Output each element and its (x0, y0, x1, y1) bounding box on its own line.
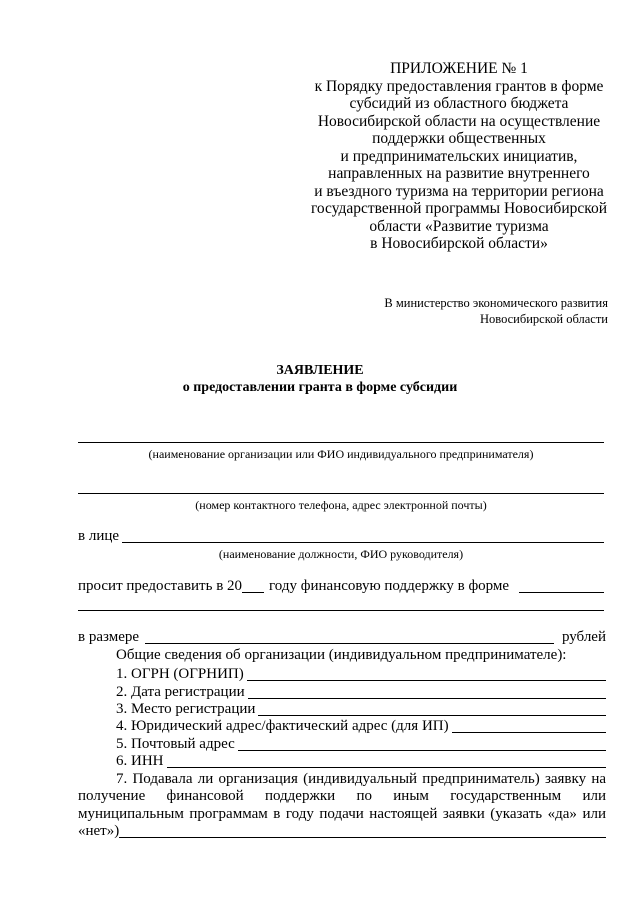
appendix-line: поддержки общественных (372, 130, 546, 147)
appendix-line: субсидий из областного бюджета (349, 95, 569, 112)
support-form-field[interactable] (519, 579, 604, 593)
appendix-line: к Порядку предоставления грантов в форме (314, 77, 604, 95)
document-title (0, 362, 640, 396)
request-text-2: году финансовую поддержку в форме (269, 578, 510, 594)
title-main: ЗАЯВЛЕНИЕ (276, 363, 364, 378)
appendix-line: и въездного туризма на территории региона (314, 182, 604, 200)
general-info-heading (116, 647, 606, 664)
amount-label: в размере (78, 629, 140, 645)
representative-row (78, 528, 604, 545)
question-7-line-3: муниципальным программам в году подачи настоящей заявки (указать «да» или (78, 806, 606, 822)
legal-address-field[interactable] (452, 719, 606, 733)
field-row-legal-address (116, 718, 606, 735)
field-row-ogrn (116, 666, 606, 683)
registration-date-field[interactable] (248, 685, 606, 699)
field-label-registration-place: 3. Место регистрации (116, 701, 256, 717)
field-label-inn: 6. ИНН (116, 753, 164, 769)
appendix-line: государственной программы Новосибирской (310, 200, 608, 217)
registration-place-field[interactable] (258, 702, 606, 716)
amount-row (78, 629, 606, 646)
support-form-continuation-line[interactable] (78, 610, 604, 611)
addressee-line-2: Новосибирской области (479, 312, 608, 326)
title-subtitle: о предоставлении гранта в форме субсидии (182, 380, 458, 395)
field-label-ogrn: 1. ОГРН (ОГРНИП) (116, 666, 244, 682)
question-7-line-2: получение финансовой поддержки по иным государственным или (78, 788, 606, 804)
appendix-block (300, 60, 618, 253)
amount-unit: рублей (561, 629, 606, 645)
appendix-title: ПРИЛОЖЕНИЕ № 1 (390, 60, 528, 77)
appendix-line: области «Развитие туризма (369, 217, 549, 235)
question-7-answer-field[interactable] (119, 824, 606, 838)
request-text-1: просит предоставить в 20 (78, 578, 243, 594)
postal-address-field[interactable] (238, 737, 606, 751)
request-row (78, 578, 604, 595)
representative-label: в лице (78, 528, 120, 544)
amount-field[interactable] (145, 630, 554, 644)
org-name-caption: (наименование организации или ФИО индивидуального предпринимателя) (148, 447, 534, 461)
inn-field[interactable] (167, 754, 607, 768)
field-label-postal-address: 5. Почтовый адрес (116, 736, 235, 752)
appendix-line: Новосибирской области на осуществление (317, 112, 601, 130)
field-row-postal-address (116, 736, 606, 753)
addressee-line-1: В министерство экономического развития (384, 296, 608, 310)
contact-caption: (номер контактного телефона, адрес электронной почты) (195, 498, 487, 512)
field-row-inn (116, 753, 606, 770)
addressee-block (384, 295, 608, 327)
general-info-text: Общие сведения об организации (индивидуальном предпринимателе): (116, 647, 567, 663)
org-name-line[interactable] (78, 442, 604, 443)
question-7-answer-row (78, 823, 606, 840)
representative-field[interactable] (122, 529, 604, 543)
appendix-line: направленных на развитие внутреннего (328, 165, 590, 182)
position-caption: (наименование должности, ФИО руководителя) (218, 547, 464, 561)
field-label-registration-date: 2. Дата регистрации (116, 684, 245, 700)
question-7-line-4: «нет») (78, 823, 120, 839)
field-row-registration-place (116, 701, 606, 718)
appendix-line: в Новосибирской области» (370, 235, 548, 252)
question-7-line-1: 7. Подавала ли организация (индивидуальный предприниматель) заявку на (116, 771, 606, 787)
year-field[interactable] (242, 579, 264, 593)
ogrn-field[interactable] (247, 667, 606, 681)
field-row-registration-date (116, 684, 606, 701)
contact-line[interactable] (78, 493, 604, 494)
field-label-legal-address: 4. Юридический адрес/фактический адрес (для ИП) (116, 718, 449, 734)
appendix-line: и предпринимательских инициатив, (340, 147, 578, 165)
